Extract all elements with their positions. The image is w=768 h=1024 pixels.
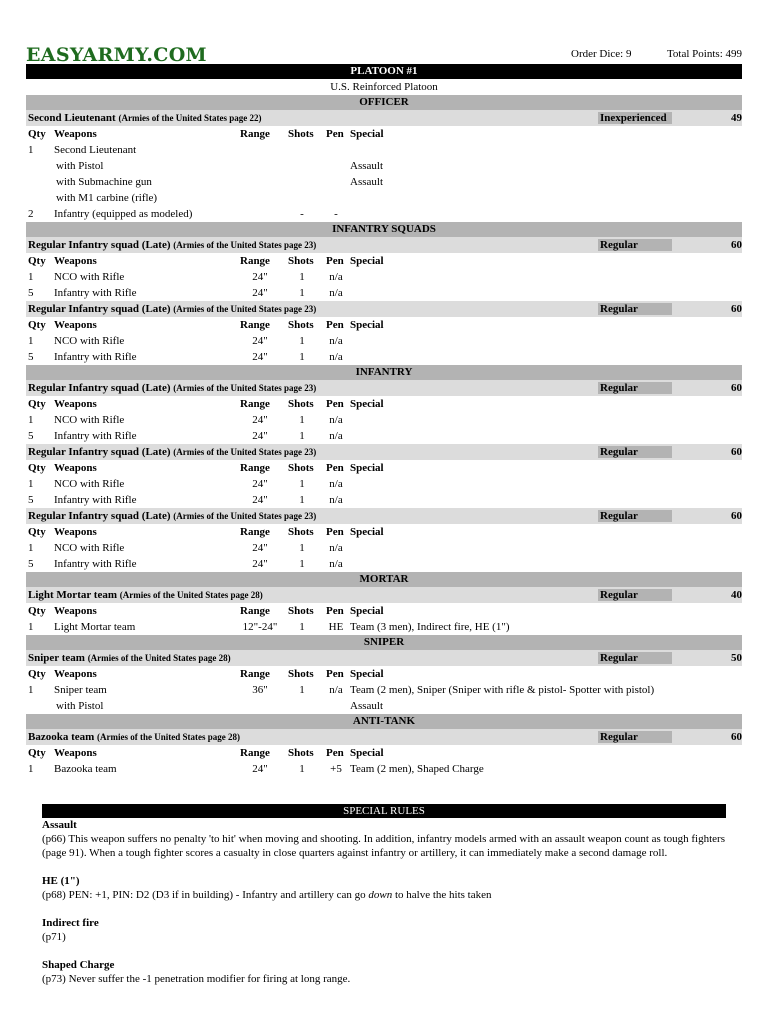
column-header-weapons: Weapons bbox=[54, 747, 97, 759]
weapon-row bbox=[26, 556, 742, 572]
unit-name-text: Regular Infantry squad (Late) bbox=[28, 239, 171, 251]
cell-range: 24" bbox=[252, 558, 268, 570]
unit-name bbox=[28, 587, 263, 603]
column-header-range: Range bbox=[240, 255, 270, 267]
unit-name bbox=[28, 729, 240, 745]
cell-weapon: Light Mortar team bbox=[54, 621, 136, 633]
weapon-row bbox=[26, 492, 742, 508]
cell-shots: 1 bbox=[299, 494, 305, 506]
unit-name-text: Regular Infantry squad (Late) bbox=[28, 446, 171, 458]
cell-pen: n/a bbox=[329, 430, 343, 442]
weapon-row bbox=[26, 476, 742, 492]
cell-shots: 1 bbox=[299, 351, 305, 363]
cell-range: 24" bbox=[252, 414, 268, 426]
cell-weapon: NCO with Rifle bbox=[54, 335, 125, 347]
section-title: INFANTRY bbox=[26, 365, 742, 380]
column-header-row bbox=[26, 603, 742, 619]
column-header-qty: Qty bbox=[28, 668, 46, 680]
column-header-range: Range bbox=[240, 319, 270, 331]
weapon-row bbox=[26, 285, 742, 301]
site-logo[interactable]: EASYARMY.COM bbox=[26, 44, 207, 66]
column-header-shots: Shots bbox=[288, 747, 314, 759]
cell-range: 24" bbox=[252, 763, 268, 775]
weapon-row bbox=[26, 158, 742, 174]
cell-range: 24" bbox=[252, 542, 268, 554]
cell-special: Assault bbox=[350, 176, 383, 188]
unit-name-text: Sniper team bbox=[28, 652, 85, 664]
column-header-row bbox=[26, 317, 742, 333]
unit-points: 60 bbox=[731, 731, 742, 743]
column-header-pen: Pen bbox=[326, 526, 344, 538]
unit-header[interactable] bbox=[26, 301, 742, 317]
cell-weapon: Bazooka team bbox=[54, 763, 117, 775]
platoon-subtitle: U.S. Reinforced Platoon bbox=[330, 81, 438, 93]
unit-points: 60 bbox=[731, 303, 742, 315]
column-header-row bbox=[26, 745, 742, 761]
column-header-range: Range bbox=[240, 128, 270, 140]
cell-weapon: NCO with Rifle bbox=[54, 414, 125, 426]
column-header-range: Range bbox=[240, 462, 270, 474]
weapon-row bbox=[26, 428, 742, 444]
column-header-weapons: Weapons bbox=[54, 319, 97, 331]
cell-special: Assault bbox=[350, 160, 383, 172]
column-header-weapons: Weapons bbox=[54, 526, 97, 538]
unit-points: 50 bbox=[731, 652, 742, 664]
order-dice: Order Dice: 9 bbox=[571, 48, 632, 60]
unit-name-text: Light Mortar team bbox=[28, 589, 117, 601]
rule-text-emphasis: down bbox=[368, 889, 393, 901]
weapon-row bbox=[26, 682, 742, 698]
cell-range: 24" bbox=[252, 478, 268, 490]
roster-sheet bbox=[26, 0, 742, 777]
column-header-shots: Shots bbox=[288, 255, 314, 267]
special-rules-title: SPECIAL RULES bbox=[42, 804, 726, 818]
cell-pen: - bbox=[334, 208, 338, 220]
cell-special: Team (2 men), Shaped Charge bbox=[350, 763, 484, 775]
cell-qty: 5 bbox=[28, 494, 34, 506]
column-header-shots: Shots bbox=[288, 319, 314, 331]
column-header-special: Special bbox=[350, 128, 384, 140]
experience-badge: Regular bbox=[598, 303, 672, 315]
column-header-shots: Shots bbox=[288, 526, 314, 538]
weapon-row bbox=[26, 142, 742, 158]
cell-pen: n/a bbox=[329, 351, 343, 363]
column-header-special: Special bbox=[350, 462, 384, 474]
rule-text-part: to halve the hits taken bbox=[392, 889, 492, 901]
column-header-special: Special bbox=[350, 255, 384, 267]
experience-badge: Regular bbox=[598, 731, 672, 743]
column-header-row bbox=[26, 396, 742, 412]
cell-weapon: Infantry with Rifle bbox=[54, 430, 137, 442]
cell-pen: n/a bbox=[329, 558, 343, 570]
cell-qty: 1 bbox=[28, 763, 34, 775]
rule-title: Shaped Charge bbox=[42, 959, 115, 971]
cell-weapon: with Pistol bbox=[56, 160, 104, 172]
cell-weapon: Infantry with Rifle bbox=[54, 287, 137, 299]
rule-text bbox=[42, 888, 726, 902]
cell-qty: 1 bbox=[28, 335, 34, 347]
cell-weapon: with M1 carbine (rifle) bbox=[56, 192, 158, 204]
unit-header[interactable] bbox=[26, 444, 742, 460]
column-header-shots: Shots bbox=[288, 462, 314, 474]
unit-name bbox=[28, 650, 231, 666]
experience-badge: Regular bbox=[598, 446, 672, 458]
unit-book-reference: (Armies of the United States page 23) bbox=[173, 304, 317, 314]
cell-range: 24" bbox=[252, 494, 268, 506]
unit-header[interactable] bbox=[26, 110, 742, 126]
column-header-pen: Pen bbox=[326, 668, 344, 680]
experience-badge: Regular bbox=[598, 510, 672, 522]
unit-book-reference: (Armies of the United States page 23) bbox=[173, 240, 317, 250]
rule-text: (page 91). When a tough fighter scores a casualty in close quarters against infantry or artillery, it can immediately make a second damage roll. bbox=[42, 847, 668, 859]
column-header-weapons: Weapons bbox=[54, 398, 97, 410]
cell-range: 24" bbox=[252, 430, 268, 442]
unit-book-reference: (Armies of the United States page 28) bbox=[87, 653, 231, 663]
unit-name bbox=[28, 110, 261, 126]
column-header-weapons: Weapons bbox=[54, 255, 97, 267]
column-header-pen: Pen bbox=[326, 128, 344, 140]
column-header-shots: Shots bbox=[288, 668, 314, 680]
unit-book-reference: (Armies of the United States page 23) bbox=[173, 383, 317, 393]
unit-points: 60 bbox=[731, 510, 742, 522]
unit-points: 49 bbox=[731, 112, 742, 124]
cell-shots: 1 bbox=[299, 414, 305, 426]
column-header-shots: Shots bbox=[288, 605, 314, 617]
cell-pen: n/a bbox=[329, 478, 343, 490]
cell-qty: 1 bbox=[28, 684, 34, 696]
column-header-range: Range bbox=[240, 605, 270, 617]
unit-name bbox=[28, 301, 316, 317]
platoon-sections bbox=[26, 95, 742, 777]
column-header-row bbox=[26, 126, 742, 142]
cell-shots: 1 bbox=[299, 335, 305, 347]
column-header-special: Special bbox=[350, 668, 384, 680]
rule-text: (p71) bbox=[42, 931, 66, 943]
section-title: OFFICER bbox=[26, 95, 742, 110]
unit-name bbox=[28, 237, 316, 253]
unit-header[interactable] bbox=[26, 650, 742, 666]
column-header-shots: Shots bbox=[288, 398, 314, 410]
unit-name bbox=[28, 380, 316, 396]
cell-range: 24" bbox=[252, 287, 268, 299]
column-header-qty: Qty bbox=[28, 605, 46, 617]
unit-book-reference: (Armies of the United States page 28) bbox=[119, 590, 263, 600]
cell-shots: 1 bbox=[299, 558, 305, 570]
cell-weapon: Infantry with Rifle bbox=[54, 494, 137, 506]
column-header-qty: Qty bbox=[28, 319, 46, 331]
column-header-row bbox=[26, 524, 742, 540]
unit-header[interactable] bbox=[26, 508, 742, 524]
column-header-row bbox=[26, 460, 742, 476]
weapon-row bbox=[26, 206, 742, 222]
unit-points: 60 bbox=[731, 446, 742, 458]
cell-pen: n/a bbox=[329, 542, 343, 554]
cell-pen: HE bbox=[328, 621, 344, 633]
experience-badge: Regular bbox=[598, 589, 672, 601]
unit-book-reference: (Armies of the United States page 28) bbox=[97, 732, 241, 742]
cell-qty: 5 bbox=[28, 430, 34, 442]
unit-book-reference: (Armies of the United States page 22) bbox=[118, 113, 262, 123]
cell-weapon: Infantry with Rifle bbox=[54, 351, 137, 363]
unit-header[interactable] bbox=[26, 587, 742, 603]
experience-badge: Regular bbox=[598, 239, 672, 251]
column-header-qty: Qty bbox=[28, 747, 46, 759]
cell-shots: 1 bbox=[299, 430, 305, 442]
weapon-row bbox=[26, 761, 742, 777]
rule-text: (p66) This weapon suffers no penalty 'to hit' when moving and shooting. In addition, infantry models armed with an assault weapon count as tough fighters bbox=[42, 833, 725, 845]
column-header-pen: Pen bbox=[326, 605, 344, 617]
column-header-range: Range bbox=[240, 398, 270, 410]
cell-pen: n/a bbox=[329, 494, 343, 506]
cell-qty: 1 bbox=[28, 144, 34, 156]
cell-qty: 5 bbox=[28, 351, 34, 363]
rule-text: (p73) Never suffer the -1 penetration modifier for firing at long range. bbox=[42, 973, 351, 985]
column-header-pen: Pen bbox=[326, 398, 344, 410]
column-header-pen: Pen bbox=[326, 747, 344, 759]
column-header-special: Special bbox=[350, 319, 384, 331]
cell-qty: 5 bbox=[28, 287, 34, 299]
section-title: MORTAR bbox=[26, 572, 742, 587]
unit-name-text: Regular Infantry squad (Late) bbox=[28, 382, 171, 394]
cell-weapon: Second Lieutenant bbox=[54, 144, 137, 156]
unit-points: 60 bbox=[731, 382, 742, 394]
cell-pen: n/a bbox=[329, 335, 343, 347]
column-header-weapons: Weapons bbox=[54, 605, 97, 617]
unit-name-text: Regular Infantry squad (Late) bbox=[28, 510, 171, 522]
column-header-qty: Qty bbox=[28, 462, 46, 474]
column-header-special: Special bbox=[350, 526, 384, 538]
cell-shots: 1 bbox=[299, 271, 305, 283]
weapon-row bbox=[26, 619, 742, 635]
cell-weapon: with Pistol bbox=[56, 700, 104, 712]
platoon-title: PLATOON #1 bbox=[26, 64, 742, 79]
cell-pen: n/a bbox=[329, 287, 343, 299]
column-header-qty: Qty bbox=[28, 255, 46, 267]
cell-weapon: Infantry with Rifle bbox=[54, 558, 137, 570]
weapon-row bbox=[26, 333, 742, 349]
column-header-row bbox=[26, 253, 742, 269]
column-header-weapons: Weapons bbox=[54, 128, 97, 140]
cell-pen: n/a bbox=[329, 684, 343, 696]
cell-qty: 1 bbox=[28, 542, 34, 554]
cell-shots: - bbox=[300, 208, 304, 220]
total-points: Total Points: 499 bbox=[666, 48, 742, 60]
cell-range: 36" bbox=[252, 684, 268, 696]
cell-range: 24" bbox=[252, 335, 268, 347]
cell-shots: 1 bbox=[299, 684, 305, 696]
column-header-qty: Qty bbox=[28, 526, 46, 538]
weapon-row bbox=[26, 540, 742, 556]
column-header-special: Special bbox=[350, 398, 384, 410]
column-header-special: Special bbox=[350, 747, 384, 759]
special-rules bbox=[42, 804, 726, 986]
unit-points: 60 bbox=[731, 239, 742, 251]
column-header-pen: Pen bbox=[326, 462, 344, 474]
cell-pen: +5 bbox=[330, 763, 342, 775]
column-header-special: Special bbox=[350, 605, 384, 617]
column-header-qty: Qty bbox=[28, 128, 46, 140]
cell-qty: 1 bbox=[28, 414, 34, 426]
cell-shots: 1 bbox=[299, 763, 305, 775]
weapon-row bbox=[26, 174, 742, 190]
cell-shots: 1 bbox=[299, 478, 305, 490]
cell-range: 24" bbox=[252, 271, 268, 283]
column-header-qty: Qty bbox=[28, 398, 46, 410]
experience-badge: Inexperienced bbox=[598, 112, 672, 124]
cell-qty: 1 bbox=[28, 478, 34, 490]
cell-range: 24" bbox=[252, 351, 268, 363]
rule-title: Indirect fire bbox=[42, 917, 99, 929]
unit-name-text: Second Lieutenant bbox=[28, 112, 116, 124]
unit-name-text: Bazooka team bbox=[28, 731, 95, 743]
column-header-weapons: Weapons bbox=[54, 462, 97, 474]
unit-name bbox=[28, 444, 316, 460]
cell-shots: 1 bbox=[299, 542, 305, 554]
cell-pen: n/a bbox=[329, 414, 343, 426]
cell-weapon: Sniper team bbox=[54, 684, 107, 696]
unit-book-reference: (Armies of the United States page 23) bbox=[173, 447, 317, 457]
weapon-row bbox=[26, 412, 742, 428]
rule-text-part: (p68) PEN: +1, PIN: D2 (D3 if in building) - Infantry and artillery can go bbox=[42, 889, 369, 901]
column-header-range: Range bbox=[240, 747, 270, 759]
cell-weapon: Infantry (equipped as modeled) bbox=[54, 208, 193, 220]
column-header-weapons: Weapons bbox=[54, 668, 97, 680]
header bbox=[26, 0, 742, 64]
column-header-row bbox=[26, 666, 742, 682]
cell-qty: 1 bbox=[28, 621, 34, 633]
cell-special: Assault bbox=[350, 700, 383, 712]
cell-shots: 1 bbox=[299, 287, 305, 299]
unit-header[interactable] bbox=[26, 237, 742, 253]
experience-badge: Regular bbox=[598, 382, 672, 394]
cell-pen: n/a bbox=[329, 271, 343, 283]
column-header-pen: Pen bbox=[326, 319, 344, 331]
weapon-row bbox=[26, 190, 742, 206]
column-header-range: Range bbox=[240, 668, 270, 680]
experience-badge: Regular bbox=[598, 652, 672, 664]
rule-title: Assault bbox=[42, 819, 77, 831]
unit-header[interactable] bbox=[26, 380, 742, 396]
column-header-pen: Pen bbox=[326, 255, 344, 267]
cell-qty: 5 bbox=[28, 558, 34, 570]
weapon-row bbox=[26, 698, 742, 714]
section-title: SNIPER bbox=[26, 635, 742, 650]
unit-name-text: Regular Infantry squad (Late) bbox=[28, 303, 171, 315]
unit-book-reference: (Armies of the United States page 23) bbox=[173, 511, 317, 521]
cell-weapon: NCO with Rifle bbox=[54, 542, 125, 554]
unit-name bbox=[28, 508, 316, 524]
cell-special: Team (3 men), Indirect fire, HE (1") bbox=[350, 621, 510, 633]
cell-weapon: with Submachine gun bbox=[56, 176, 152, 188]
unit-points: 40 bbox=[731, 589, 742, 601]
rule-title: HE (1") bbox=[42, 875, 80, 887]
cell-qty: 1 bbox=[28, 271, 34, 283]
weapon-row bbox=[26, 269, 742, 285]
column-header-shots: Shots bbox=[288, 128, 314, 140]
cell-special: Team (2 men), Sniper (Sniper with rifle & pistol- Spotter with pistol) bbox=[350, 684, 655, 696]
weapon-row bbox=[26, 349, 742, 365]
cell-shots: 1 bbox=[299, 621, 305, 633]
cell-qty: 2 bbox=[28, 208, 34, 220]
cell-range: 12"-24" bbox=[242, 621, 278, 633]
section-title: INFANTRY SQUADS bbox=[26, 222, 742, 237]
cell-weapon: NCO with Rifle bbox=[54, 478, 125, 490]
unit-header[interactable] bbox=[26, 729, 742, 745]
column-header-range: Range bbox=[240, 526, 270, 538]
cell-weapon: NCO with Rifle bbox=[54, 271, 125, 283]
section-title: ANTI-TANK bbox=[26, 714, 742, 729]
